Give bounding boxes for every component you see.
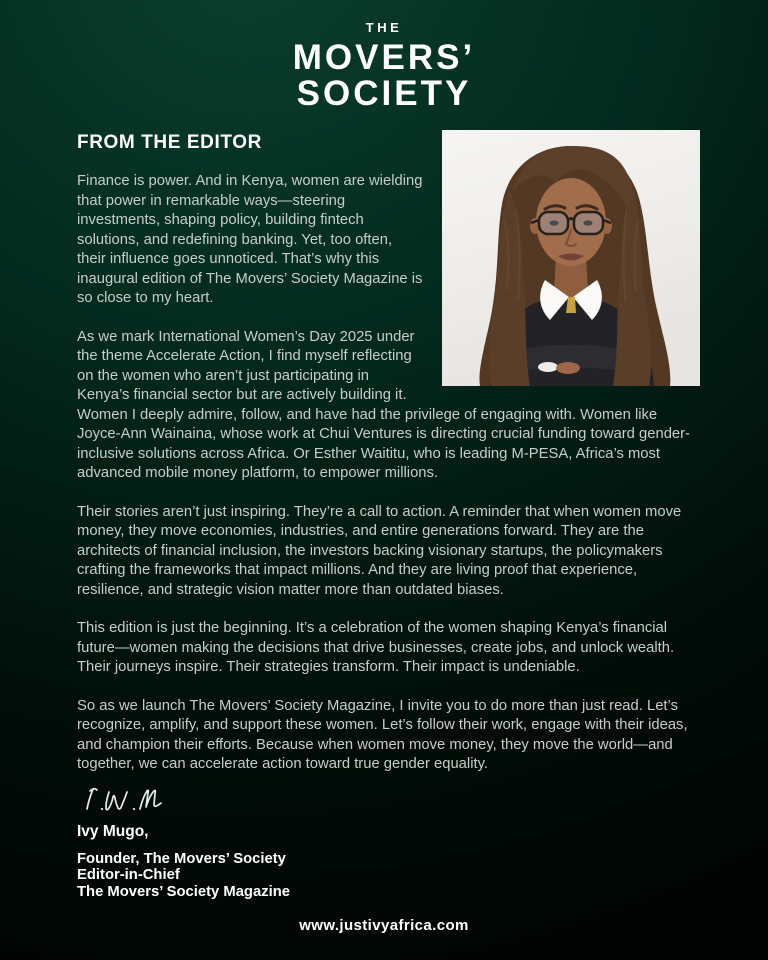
editor-role-founder: Founder, The Movers’ Society (77, 850, 286, 867)
editor-portrait-photo (442, 130, 700, 386)
logo-line-society: SOCIETY (296, 74, 472, 113)
masthead-logo (0, 0, 768, 112)
editor-name: Ivy Mugo, (77, 822, 149, 840)
editor-letter (0, 112, 768, 900)
editor-paragraph-3: Their stories aren’t just inspiring. They’re a call to action. A reminder that when women move money, they move economies, industries, and entire generations forward. They are the architects of financial inclusion, the investors backing visionary startups, the policymakers crafting the frameworks that impact millions. And they are living proof that experience, resilience, and strategic vision matter more than outdated biases. (77, 503, 682, 598)
logo-kicker: THE (365, 20, 403, 35)
editor-paragraph-1: Finance is power. And in Kenya, women are wielding that power in remarkable ways—steering investments, shaping policy, building fintech solutions, and redefining banking. Yet, too often, their influence goes unnoticed. That’s why this inaugural edition of The Movers’ Society Magazine is so close to my heart. (77, 173, 423, 306)
editor-paragraph-2: As we mark International Women’s Day 2025 under the theme Accelerate Action, I find myself reflecting on the women who aren’t just participating in Kenya’s financial sector but are actively building it. Women I deeply admire, follow, and have had the privilege of engaging with. Women like Joyce-Ann Wainaina, whose work at Chui Ventures is directing crucial funding toward gender-inclusive solutions across Africa. Or Esther Waititu, who is leading M-PESA, Africa’s most advanced mobile money platform, to empower millions. (77, 328, 691, 481)
page-title: FROM THE EDITOR (77, 132, 262, 153)
editor-paragraph-5: So as we launch The Movers’ Society Magazine, I invite you to do more than just read. Let’s recognize, amplify, and support these women. Let’s follow their work, engage with their ideas, and champion their efforts. Because when women move money, they move the world—and together, we can accelerate action toward true gender equality. (77, 697, 688, 772)
editor-paragraph-4: This edition is just the beginning. It’s a celebration of the women shaping Kenya’s financial future—women making the decisions that drive businesses, create jobs, and unlock wealth. Their journeys inspire. Their strategies transform. Their impact is undeniable. (77, 620, 675, 675)
signature-drawing (77, 783, 187, 817)
editor-signature (77, 783, 700, 817)
logo-line-movers: MOVERS’ (292, 38, 476, 77)
website-url: www.justivyafrica.com (299, 917, 469, 934)
portrait-illustration (442, 130, 700, 386)
editor-roles (77, 851, 700, 901)
editor-role-chief: Editor-in-Chief (77, 867, 180, 883)
editor-role-magazine: The Movers’ Society Magazine (77, 883, 290, 900)
